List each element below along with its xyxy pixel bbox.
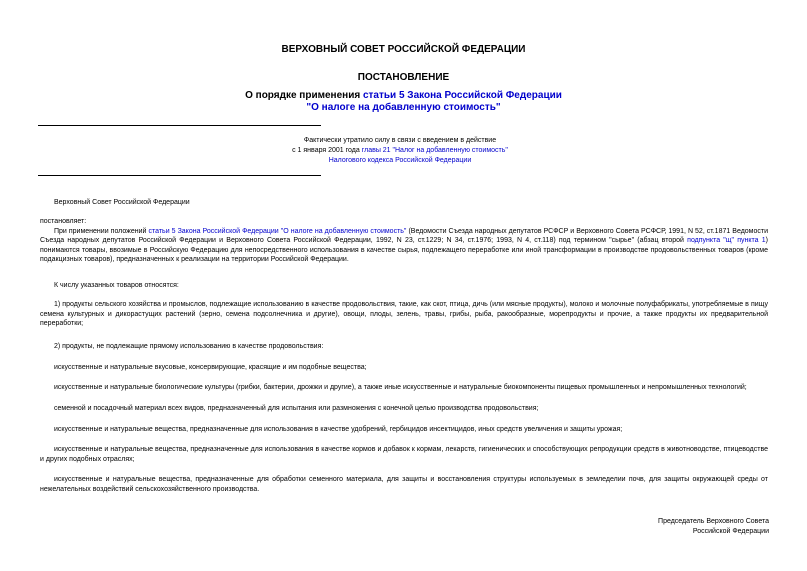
paragraph-3-block bbox=[40, 300, 768, 329]
paragraph-2-block bbox=[40, 281, 768, 291]
paragraph-6-block bbox=[40, 383, 768, 393]
note-line-2: с 1 января 2001 года главы 21 "Налог на добавленную стоимость" bbox=[292, 147, 508, 154]
chapter-21-link[interactable]: главы 21 "Налог на добавленную стоимость" bbox=[361, 147, 508, 154]
title-law-name-link[interactable]: "О налоге на добавленную стоимость" bbox=[306, 102, 501, 113]
article-5-link[interactable]: статьи 5 Закона Российской Федерации "О налоге на добавленную стоимость" bbox=[148, 227, 407, 235]
paragraph-8: искусственные и натуральные вещества, предназначенные для использования в качестве удобрений, гербицидов инсектицидов, иных средств увеличения и защиты урожая; bbox=[54, 426, 623, 433]
title-law-link[interactable]: статьи 5 Закона Российской Федерации bbox=[362, 90, 562, 101]
paragraph-5-block bbox=[40, 363, 768, 373]
title-prefix: О порядке применения bbox=[245, 90, 363, 101]
resolution-body bbox=[40, 217, 768, 265]
divider-bottom bbox=[38, 175, 321, 176]
status-note bbox=[250, 136, 550, 166]
org-heading: ВЕРХОВНЫЙ СОВЕТ РОССИЙСКОЙ ФЕДЕРАЦИИ bbox=[281, 44, 526, 55]
signature-title: Председатель Верховного Совета bbox=[658, 518, 769, 525]
paragraph-10-block bbox=[40, 475, 768, 494]
tax-code-link[interactable]: Налогового кодекса Российской Федерации bbox=[328, 157, 472, 164]
resolves-label: постановляет: bbox=[40, 218, 87, 225]
paragraph-4-block bbox=[40, 342, 768, 352]
signature-block bbox=[658, 517, 769, 537]
paragraph-5: искусственные и натуральные вкусовые, консервирующие, красящие и им подобные вещества; bbox=[54, 364, 367, 371]
subparagraph-link[interactable]: подпункта "щ" пункта 1 bbox=[687, 237, 766, 244]
signature-org: Российской Федерации bbox=[692, 528, 769, 535]
paragraph-7: семенной и посадочный материал всех видов, предназначенный для испытания или размножения с конечной целью производства продовольствия; bbox=[54, 405, 539, 412]
paragraph-3: 1) продукты сельского хозяйства и промыслов, подлежащие использованию в качестве продовольствия, такие, как скот, птица, дичь (или мясные продукты), молоко и молочные полуфабрикаты, употребляемые в пищу семена культурных и дикорастущих растений (зерно, семена подсолнечника и другие), овощи, плоды, зелень, травы, грибы, рыба, ракообразные, морепродукты и прочие, а также продукты их предварительной переработки; bbox=[40, 301, 768, 327]
paragraph-9-block bbox=[40, 445, 768, 464]
paragraph-1: При применении положений статьи 5 Закона Российской Федерации "О налоге на добавленную стоимость" (Ведомости Съезда народных депутатов РСФСР и Верховного Совета РСФСР, 1991, N 52, ст.1871 Ведомости Съезда народных депутатов Российской Федерации и Верховного Совета Российской Федерации, 1992, N 23, ст.1229; N 34, ст.1976; 1993, N 4, ст.118) под термином "сырье" (абзац второй подпункта "щ" пункта 1) понимаются товары, ввозимые в Российскую Федерацию для непосредственного использования в качестве сырья, подлежащего переработке или иной трансформации в производстве продовольственных товаров (кроме подакцизных товаров), предназначенных к реализации на территории Российской Федерации. bbox=[40, 227, 768, 263]
paragraph-2: К числу указанных товаров относятся: bbox=[54, 282, 179, 289]
document-title bbox=[0, 90, 807, 114]
note-line-1: Фактически утратило силу в связи с введением в действие bbox=[303, 137, 497, 144]
paragraph-9: искусственные и натуральные вещества, предназначенные для использования в качестве кормов и добавок к кормам, лекарств, гигиенических и способствующих репродукции средств в животноводстве, птицеводстве и других подобных отраслях; bbox=[40, 446, 768, 463]
divider-top bbox=[38, 125, 321, 126]
paragraph-10: искусственные и натуральные вещества, предназначенные для обработки семенного материала, для защиты и восстановления структуры используемых в земледелии почв, для защиты окружающей среды от нежелательных воздействий сельскохозяйственного производства. bbox=[40, 476, 768, 493]
paragraph-4: 2) продукты, не подлежащие прямому использованию в качестве продовольствия: bbox=[54, 343, 324, 350]
issuer-line: Верховный Совет Российской Федерации bbox=[54, 199, 190, 206]
paragraph-6: искусственные и натуральные биологические культуры (грибки, бактерии, дрожжи и другие), а также иные искусственные и натуральные биокомпоненты пищевых промышленных и непромышленных технологий; bbox=[54, 384, 747, 391]
doc-type-heading: ПОСТАНОВЛЕНИЕ bbox=[357, 72, 450, 83]
paragraph-7-block bbox=[40, 404, 768, 414]
paragraph-8-block bbox=[40, 425, 768, 435]
